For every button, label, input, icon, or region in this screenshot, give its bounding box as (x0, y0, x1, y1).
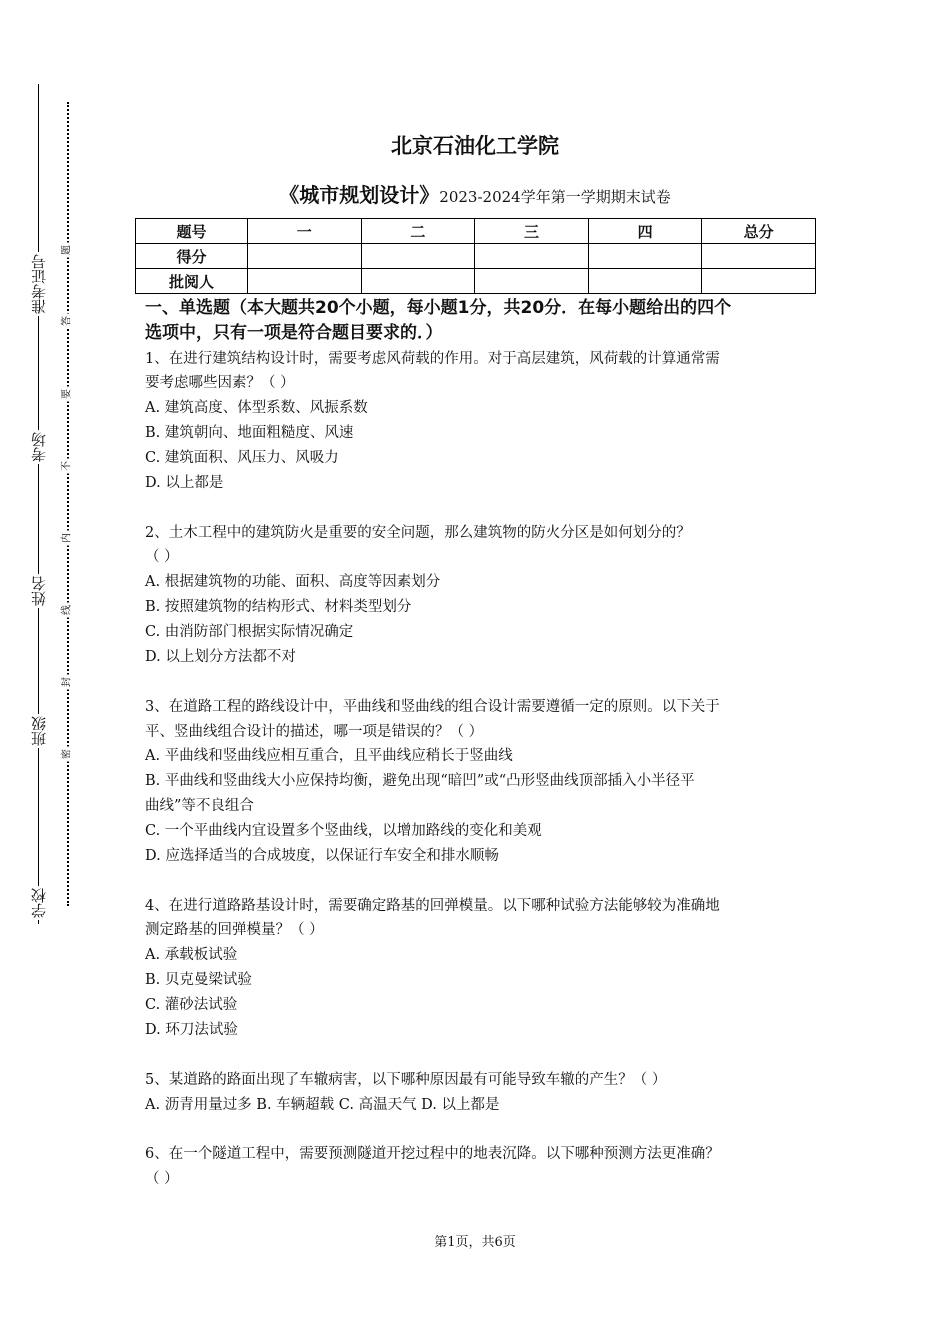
answer-option: C. 由消防部门根据实际情况确定 (145, 624, 354, 640)
seal-char: 不 (62, 459, 74, 474)
seal-dotted-line (67, 102, 69, 906)
answer-option: A. 承载板试验 (145, 947, 238, 963)
answer-option: C. 灌砂法试验 (145, 997, 238, 1013)
table-cell (475, 269, 589, 294)
question-stem-line: 平、竖曲线组合设计的描述，哪一项是错误的？（ ） (145, 724, 484, 740)
table-cell (702, 244, 816, 269)
answer-option: B. 建筑朝向、地面粗糙度、风速 (145, 425, 354, 441)
seal-char: 线 (62, 603, 74, 618)
table-cell (248, 269, 362, 294)
question-stem-line: 6、在一个隧道工程中，需要预测隧道开挖过程中的地表沉降。以下哪种预测方法更准确？ (145, 1146, 720, 1162)
seal-char: 题 (62, 243, 74, 258)
table-row (136, 269, 816, 294)
answer-option: B. 平曲线和竖曲线大小应保持均衡，避免出现“暗凹”或“凸形竖曲线顶部插入小半径平 (145, 773, 695, 789)
page-number: 第1页，共6页 (434, 1235, 516, 1250)
table-row (136, 244, 816, 269)
margin-label-school: 学校 (30, 888, 48, 918)
table-header-cell: 三 (475, 219, 589, 244)
table-cell (475, 244, 589, 269)
question-stem-line: 3、在道路工程的路线设计中，平曲线和竖曲线的组合设计需要遵循一定的原则。以下关于 (145, 699, 720, 715)
margin-label-class: 班级 (30, 716, 48, 746)
question-stem-line: （ ） (145, 1171, 179, 1187)
table-row-label: 得分 (136, 244, 248, 269)
answer-option: A. 沥青用量过多 B. 车辆超载 C. 高温天气 D. 以上都是 (145, 1097, 500, 1113)
answer-option: A. 根据建筑物的功能、面积、高度等因素划分 (145, 574, 441, 590)
table-cell (588, 244, 702, 269)
table-header-cell: 四 (588, 219, 702, 244)
seal-char: 内 (62, 531, 74, 546)
table-cell (361, 244, 475, 269)
question-stem-line: 1、在进行建筑结构设计时，需要考虑风荷载的作用。对于高层建筑，风荷载的计算通常需 (145, 351, 720, 367)
score-table-header-row (136, 219, 816, 244)
question-stem-line: 5、某道路的路面出现了车辙病害，以下哪种原因最有可能导致车辙的产生？（ ） (145, 1072, 667, 1088)
question-stem-line: 要考虑哪些因素？（ ） (145, 375, 295, 391)
seal-char: 密 (62, 747, 74, 762)
seal-char: 要 (62, 387, 74, 402)
table-cell (361, 269, 475, 294)
section-heading-line: 一、单选题（本大题共20个小题，每小题1分，共20分．在每小题给出的四个 (145, 298, 732, 318)
question-stem-line: （ ） (145, 549, 179, 565)
seal-char: 答 (62, 314, 74, 329)
margin-label-name: 姓名 (30, 576, 48, 606)
table-header-cell: 二 (361, 219, 475, 244)
answer-option: B. 按照建筑物的结构形式、材料类型划分 (145, 599, 412, 615)
table-header-cell: 总分 (702, 219, 816, 244)
question-stem-line: 4、在进行道路路基设计时，需要确定路基的回弹模量。以下哪种试验方法能够较为准确地 (145, 898, 720, 914)
answer-option: A. 建筑高度、体型系数、风振系数 (145, 400, 368, 416)
term-text: 2023-2024学年第一学期期末试卷 (439, 188, 671, 206)
question-stem-line: 测定路基的回弹模量？（ ） (145, 922, 324, 938)
table-row-label: 批阅人 (136, 269, 248, 294)
answer-option: C. 建筑面积、风压力、风吸力 (145, 450, 339, 466)
seal-char: 封 (62, 675, 74, 690)
answer-option: D. 以上都是 (145, 475, 224, 491)
table-cell (248, 244, 362, 269)
margin-label-exam-room: 考场 (30, 432, 48, 462)
table-header-cell: 题号 (136, 219, 248, 244)
section-heading-line: 选项中，只有一项是符合题目要求的．） (145, 323, 443, 343)
section-heading (145, 296, 815, 346)
answer-option: D. 以上划分方法都不对 (145, 649, 296, 665)
school-title: 北京石油化工学院 (391, 134, 559, 158)
answer-option: B. 贝克曼梁试验 (145, 972, 252, 988)
answer-option: D. 应选择适当的合成坡度，以保证行车安全和排水顺畅 (145, 848, 499, 864)
answer-option: 曲线”等不良组合 (145, 798, 254, 814)
table-cell (588, 269, 702, 294)
exam-subtitle (0, 179, 950, 208)
margin-label-exam-id: 准考证号 (30, 254, 48, 314)
score-table (135, 218, 816, 294)
answer-option: D. 环刀法试验 (145, 1022, 238, 1038)
answer-option: A. 平曲线和竖曲线应相互重合，且平曲线应稍长于竖曲线 (145, 748, 513, 764)
table-cell (702, 269, 816, 294)
question-stem-line: 2、土木工程中的建筑防火是重要的安全问题，那么建筑物的防火分区是如何划分的？ (145, 525, 691, 541)
binding-line (38, 84, 39, 924)
answer-option: C. 一个平曲线内宜设置多个竖曲线，以增加路线的变化和美观 (145, 823, 542, 839)
table-header-cell: 一 (248, 219, 362, 244)
course-name: 《城市规划设计》 (279, 183, 440, 207)
